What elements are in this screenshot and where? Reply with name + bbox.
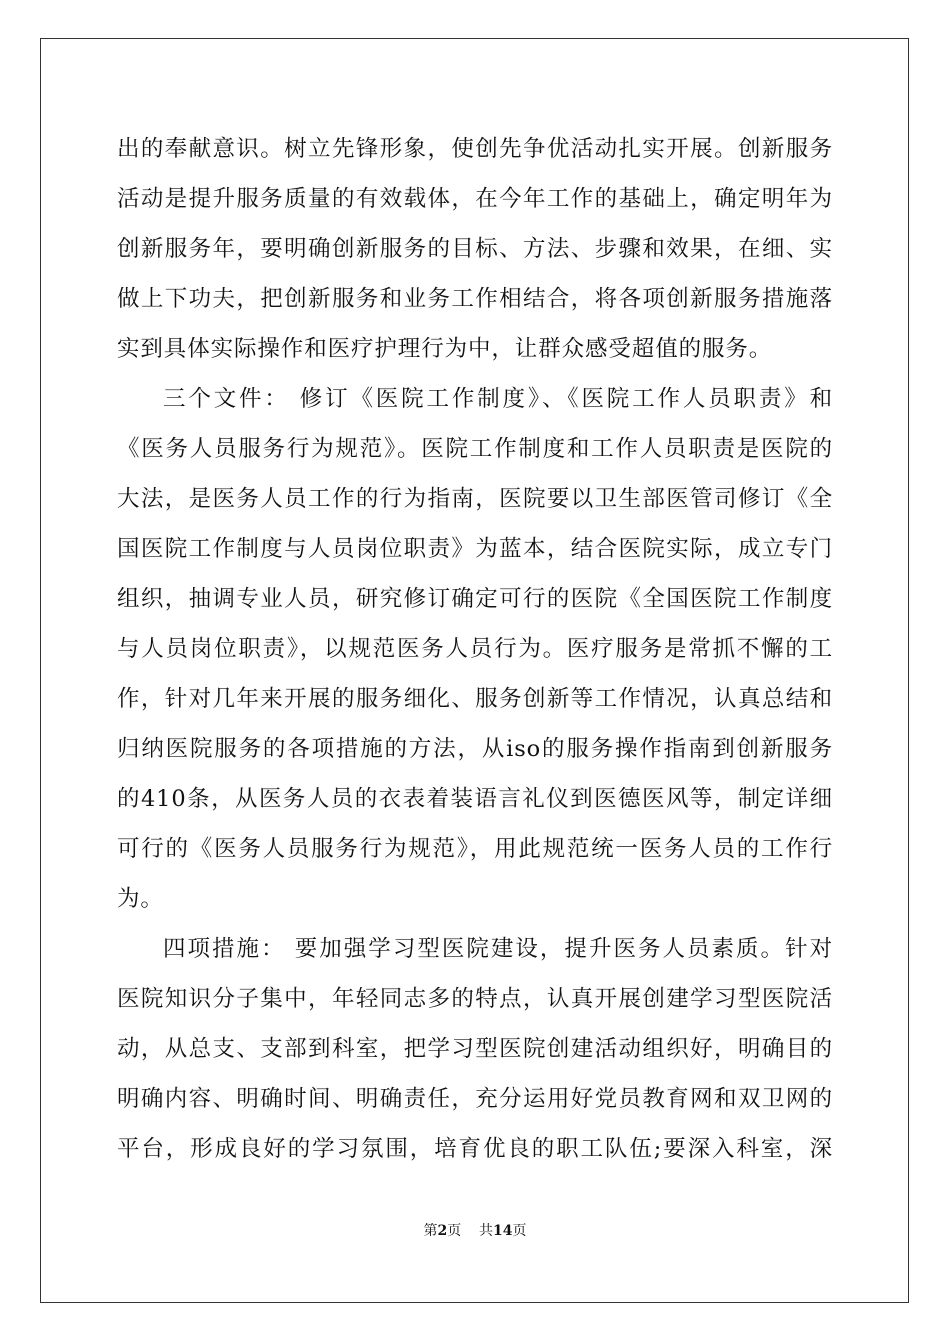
text-line: 动，从总支、支部到科室，把学习型医院创建活动组织好，明确目的 <box>117 1036 833 1062</box>
text-line: 创新服务年，要明确创新服务的目标、方法、步骤和效果，在细、实 <box>117 236 833 262</box>
page-suffix: 页 <box>447 1223 462 1239</box>
current-page-number: 2 <box>437 1223 448 1239</box>
total-suffix: 页 <box>512 1223 527 1239</box>
text-line: 与人员岗位职责》，以规范医务人员行为。医疗服务是常抓不懈的工 <box>117 636 833 662</box>
text-line: 归纳医院服务的各项措施的方法，从iso的服务操作指南到创新服务 <box>117 736 833 762</box>
text-line: 作，针对几年来开展的服务细化、服务创新等工作情况，认真总结和 <box>117 686 833 712</box>
text-line: 组织，抽调专业人员，研究修订确定可行的医院《全国医院工作制度 <box>117 586 833 612</box>
total-prefix: 共 <box>479 1223 494 1239</box>
page-footer <box>0 1220 950 1240</box>
text-line: 平台，形成良好的学习氛围，培育优良的职工队伍;要深入科室，深 <box>117 1136 833 1162</box>
text-line: 《医务人员服务行为规范》。医院工作制度和工作人员职责是医院的 <box>117 436 833 462</box>
paragraph-start-line: 三个文件： 修订《医院工作制度》、《医院工作人员职责》和 <box>163 386 833 412</box>
text-line: 的410条，从医务人员的衣表着装语言礼仪到医德医风等，制定详细 <box>117 786 833 812</box>
paragraph-start-line: 四项措施： 要加强学习型医院建设，提升医务人员素质。针对 <box>163 936 833 962</box>
text-line: 国医院工作制度与人员岗位职责》为蓝本，结合医院实际，成立专门 <box>117 536 833 562</box>
text-line: 实到具体实际操作和医疗护理行为中，让群众感受超值的服务。 <box>117 336 773 362</box>
text-line: 为。 <box>117 886 164 912</box>
text-line: 出的奉献意识。树立先锋形象，使创先争优活动扎实开展。创新服务 <box>117 136 833 162</box>
text-line: 医院知识分子集中，年轻同志多的特点，认真开展创建学习型医院活 <box>117 986 833 1012</box>
text-line: 明确内容、明确时间、明确责任，充分运用好党员教育网和双卫网的 <box>117 1086 833 1112</box>
text-line: 做上下功夫，把创新服务和业务工作相结合，将各项创新服务措施落 <box>117 286 833 312</box>
page-prefix: 第 <box>423 1223 438 1239</box>
text-line: 活动是提升服务质量的有效载体，在今年工作的基础上，确定明年为 <box>117 186 833 212</box>
text-line: 可行的《医务人员服务行为规范》，用此规范统一医务人员的工作行 <box>117 836 833 862</box>
total-page-count: 14 <box>493 1223 513 1239</box>
text-line: 大法，是医务人员工作的行为指南，医院要以卫生部医管司修订《全 <box>117 486 833 512</box>
document-body <box>117 124 833 1174</box>
